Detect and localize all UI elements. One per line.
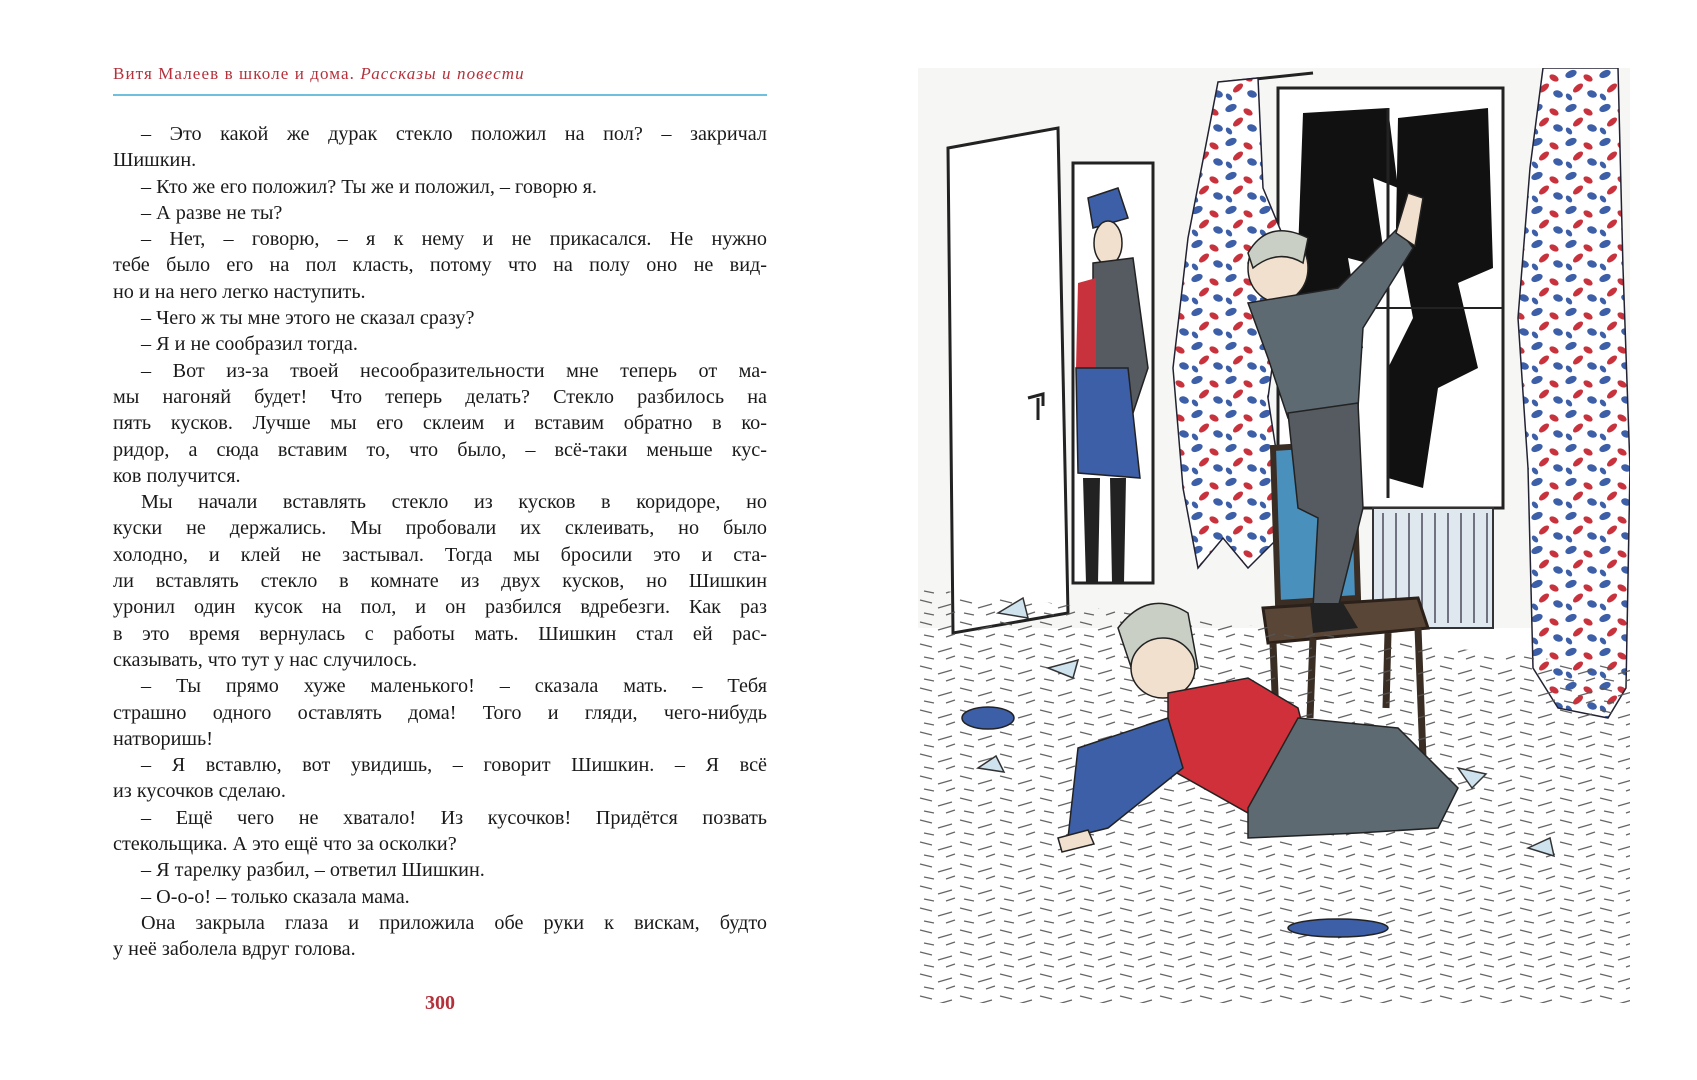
text-line: – Это какой же дурак стекло положил на пол? – закричал [141,123,767,145]
text-line: – Я тарелку разбил, – ответил Шишкин. [141,859,485,882]
running-head [113,64,767,84]
text-line: сказывать, что тут у нас случилось. [113,648,418,671]
text-line: – Ты прямо хуже маленького! – сказала мать. – Тебя [141,675,767,698]
text-line: куски не держались. Мы пробовали их склеивать, но было [113,517,767,540]
text-line: холодно, и клей не застывал. Тогда мы бросили это и ста- [113,543,767,566]
text-line: натворишь! [113,727,213,750]
text-line: уронил один кусок на пол, и он разбился вдребезги. Как раз [113,596,767,619]
text-line: – Чего ж ты мне этого не сказал сразу? [141,307,475,330]
text-line: тебе было его на пол класть, потому что на полу оно не вид- [113,254,767,277]
text-line: ридор, а сюда вставим то, что было, – всё-таки меньше кус- [113,438,767,461]
text-line: стекольщика. А это ещё что за осколки? [113,833,457,856]
running-head-title: Витя Малеев в школе и дома. [113,64,356,83]
story-illustration [918,68,1630,1003]
text-line: из кусочков сделаю. [113,780,286,803]
text-line: страшно одного оставлять дома! Того и гляди, чего-нибудь [113,701,767,724]
text-line: но и на него легко наступить. [113,280,366,303]
text-line: в это время вернулась с работы мать. Шишкин стал ей рас- [113,622,767,645]
running-head-subtitle: Рассказы и повести [360,64,525,83]
text-line: – Вот из-за твоей несообразительности мне теперь от ма- [141,359,767,382]
text-line: – Я и не сообразил тогда. [141,333,358,356]
text-line: – Я вставлю, вот увидишь, – говорит Шишкин. – Я всё [141,754,767,777]
text-line: – Кто же его положил? Ты же и положил, – говорю я. [141,175,597,198]
text-line: – О-о-о! – только сказала мама. [141,885,410,908]
text-line: Мы начали вставлять стекло из кусков в коридоре, но [141,491,767,514]
text-line: ков получится. [113,464,241,487]
text-line: Шишкин. [113,149,197,172]
text-line: – А разве не ты? [141,201,283,224]
text-line: Она закрыла глаза и приложила обе руки к вискам, будто [141,911,767,934]
curtain-right [1518,68,1630,718]
page-number: 300 [425,992,455,1014]
text-line: – Нет, – говорю, – я к нему и не прикасался. Не нужно [141,228,767,251]
text-line: мы нагоняй будет! Что теперь делать? Стекло разбилось на [113,385,767,408]
left-page [113,0,767,1080]
text-line: – Ещё чего не хватало! Из кусочков! Придётся позвать [141,806,767,829]
text-line: у неё заболела вдруг голова. [113,938,356,961]
text-line: ли вставлять стекло в комнате из двух кусков, но Шишкин [113,570,767,593]
illustration-drawing [918,68,1630,1003]
body-text [113,121,767,963]
text-line: пять кусков. Лучше мы его склеим и вставим обратно в ко- [113,412,767,435]
broken-plate [962,707,1014,729]
running-head-rule [113,94,767,96]
